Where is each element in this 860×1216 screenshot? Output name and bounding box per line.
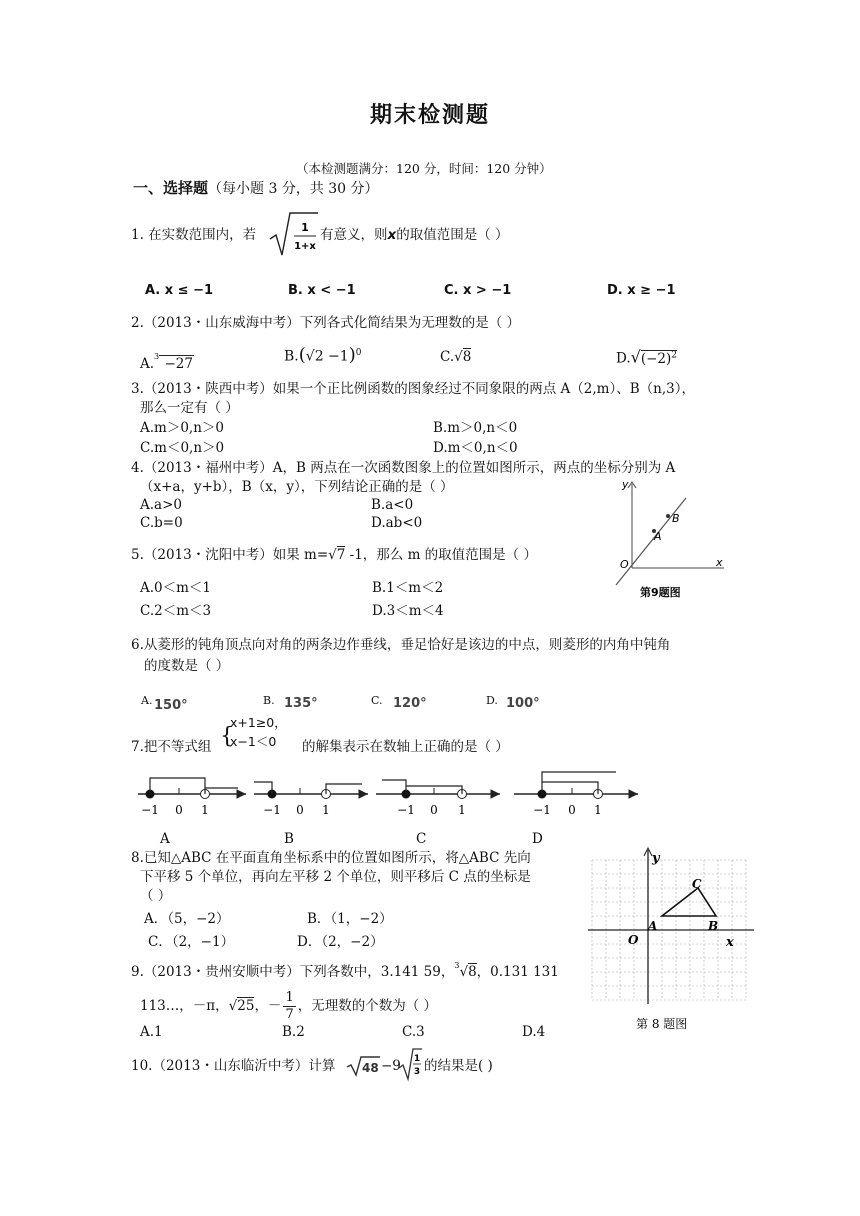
q10-rad1: 48 (362, 1061, 379, 1075)
q2-c-radicand: 8 (462, 349, 472, 365)
q4-fig-caption: 第9题图 (640, 586, 681, 599)
q6-option-b-value: 135° (284, 696, 318, 711)
q8-option-d: D．（2，−2） (297, 934, 384, 950)
tick-1-c: 1 (458, 803, 466, 817)
q2-d-exp: 2 (671, 350, 678, 360)
question-6-line1: 6.从菱形的钝角顶点向对角的两条边作垂线，垂足恰好是该边的中点，则菱形的内角中钝角 (131, 637, 671, 653)
q4-option-a: A.a>0 (140, 497, 182, 513)
q6-option-c-label: C. (371, 694, 383, 707)
q1-var: x (387, 227, 397, 243)
q1-post-text: 有意义，则 (320, 227, 388, 243)
q8-fig-c: C (692, 877, 702, 891)
q8-fig-a: A (648, 919, 658, 933)
q2-a-label: A. (140, 356, 155, 372)
question-2-stem: 2.（2013・山东威海中考）下列各式化简结果为无理数的是（ ） (131, 315, 521, 331)
q2-b-exp: 0 (355, 348, 362, 358)
tick-neg1-d: −1 (533, 803, 551, 817)
q9-option-c: C.3 (402, 1024, 425, 1040)
q1-num: 1 (301, 221, 309, 234)
section-title: 一、选择题 (133, 179, 209, 197)
q8-option-c: C．（2，−1） (148, 934, 235, 950)
question-8-line3: （ ） (140, 888, 172, 904)
page-title: 期末检测题 (369, 102, 490, 128)
q8-fig-caption: 第 8 题图 (636, 1017, 688, 1031)
q4-fig-o: O (620, 558, 629, 571)
tick-neg1: −1 (141, 803, 159, 817)
q8-fig-b: B (708, 919, 719, 933)
question-8-line2: 下平移 5 个单位，再向左平移 2 个单位，则平移后 C 点的坐标是 (140, 869, 531, 885)
tick-1-b: 1 (322, 803, 330, 817)
q9-option-b: B.2 (282, 1024, 305, 1040)
q8-option-a: A．（5，−2） (144, 911, 230, 927)
q4-option-b: B.a<0 (371, 497, 414, 513)
q8-grid-figure (588, 846, 760, 1032)
q4-fig-a: A (654, 530, 662, 543)
q4-linear-function-figure (606, 478, 736, 603)
q1-option-d: D. x ≥ −1 (607, 283, 676, 298)
q8-fig-o: O (628, 933, 639, 947)
q7-number-lines (130, 768, 650, 824)
question-4-line2: （x+a，y+b），B（x，y），下列结论正确的是（ ） (140, 479, 454, 495)
q2-a-radicand: −27 (164, 356, 193, 372)
q1-pre: 1. 在实数范围内，若 (131, 227, 257, 243)
q5-post: -1，那么 m 的取值范围是（ ） (349, 547, 537, 563)
q1-den: 1+x (294, 241, 316, 252)
q9-frac-den: 7 (285, 1007, 294, 1022)
q7-label-b: B (284, 831, 294, 847)
number-line-b (254, 782, 368, 817)
q9-frac-num: 1 (285, 990, 294, 1005)
q1-radical-fraction (268, 209, 320, 261)
q5-pre: 5.（2013・沈阳中考）如果 m= (131, 547, 329, 563)
q2-option-b: $B.(√2 -1)^0$ (284, 344, 362, 366)
q10-frac-den: 3 (413, 1067, 421, 1077)
q7-label-a: A (160, 831, 170, 847)
q5-option-c: C.2＜m＜3 (140, 603, 212, 619)
tick-neg1-b: −1 (263, 803, 281, 817)
q2-d-label: D. (616, 350, 631, 367)
tick-0: 0 (175, 803, 183, 817)
q9-option-d: D.4 (522, 1024, 546, 1040)
q7-pre: 7.把不等式组 (131, 739, 212, 755)
q10-sqrt-48 (346, 1054, 382, 1078)
q8-fig-x: x (726, 935, 734, 950)
q2-b-inner: √2 −1 (305, 348, 349, 365)
q7-brace: { (220, 724, 234, 749)
q2-d-radicand: (−2) (640, 350, 672, 367)
q10-pre: 10.（2013・山东临沂中考）计算 (131, 1058, 336, 1074)
q7-ineq-1: x+1≥0， (230, 715, 287, 730)
q9-line2-post: ，无理数的个数为（ ） (297, 998, 438, 1014)
q1-option-c: C. x > −1 (444, 283, 512, 298)
q9-line2-mid: ，－ (254, 998, 282, 1014)
q6-option-d-value: 100° (506, 696, 540, 711)
q10-minus: −9 (381, 1058, 401, 1074)
question-9-line1: 9.（2013・贵州安顺中考）下列各数中，3.141 59，$^3$√8，0.131 131 (131, 961, 559, 980)
tick-1-d: 1 (594, 803, 602, 817)
q2-option-c: C.√8 (440, 349, 472, 365)
number-line-a (138, 778, 246, 817)
question-9-line2: 113…，－π，√25，－ $\frac{1}{7}$ ，无理数的个数为（ ） (140, 990, 438, 1022)
question-5-stem: 5.（2013・沈阳中考）如果 m=√7 -1，那么 m 的取值范围是（ ） (131, 547, 537, 563)
q2-option-a (140, 348, 194, 373)
exam-info: （本检测题满分：120 分，时间：120 分钟） (296, 161, 552, 176)
q7-label-d: D (532, 831, 543, 847)
q8-option-b: B．（1，−2） (307, 911, 393, 927)
q6-option-a-label: A. (141, 694, 153, 707)
tick-1: 1 (201, 803, 209, 817)
section-heading (133, 179, 379, 198)
q10-frac-num: 1 (413, 1054, 421, 1064)
q5-radicand: 7 (336, 547, 346, 563)
q3-option-c: C.m＜0,n＞0 (140, 440, 225, 456)
question-3-line2: 那么一定有（ ） (140, 400, 239, 416)
question-6-line2: 的度数是（ ） (144, 658, 230, 674)
q2-option-d: $D.√(-2)^2$ (616, 347, 678, 367)
q2-c-label: C. (440, 349, 455, 365)
q6-option-d-label: D. (486, 694, 498, 707)
question-1-stem (131, 226, 256, 244)
question-3-line1: 3.（2013・陕西中考）如果一个正比例函数的图象经过不同象限的两点 A（2,m）、B（n,3）， (131, 381, 695, 397)
question-4-line1: 4.（2013・福州中考）A，B 两点在一次函数图象上的位置如图所示，两点的坐标分别为 A (131, 460, 676, 476)
q6-option-c-value: 120° (393, 696, 427, 711)
question-8-line1: 8.已知△ABC 在平面直角坐标系中的位置如图所示，将△ABC 先向 (131, 850, 531, 866)
q7-ineq-2: x−1＜0 (230, 734, 277, 749)
q9-cbrt-radicand: 8 (468, 964, 477, 980)
q1-tail: 的取值范围是（ ） (396, 227, 509, 243)
q5-option-b: B.1＜m＜2 (372, 580, 444, 596)
q3-option-d: D.m＜0,n＜0 (433, 440, 518, 456)
q6-option-a-value: 150° (154, 698, 188, 713)
tick-0-b: 0 (296, 803, 304, 817)
q7-post: 的解集表示在数轴上正确的是（ ） (302, 739, 509, 755)
q1-option-a: A. x ≤ −1 (145, 283, 214, 298)
q9-cbrt-index: 3 (454, 961, 460, 970)
q2-a-index: 3 (154, 352, 160, 361)
q4-fig-b: B (672, 512, 680, 525)
q4-option-c: C.b=0 (140, 515, 183, 531)
q8-fig-y: y (652, 851, 660, 866)
q6-option-b-label: B. (263, 694, 275, 707)
number-line-d (514, 772, 638, 817)
q10-sqrt-fraction (398, 1046, 424, 1082)
q4-option-d: D.ab<0 (371, 515, 423, 531)
tick-0-d: 0 (568, 803, 576, 817)
q1-post (320, 226, 509, 244)
q9-line1-pre: 9.（2013・贵州安顺中考）下列各数中，3.141 59， (131, 964, 455, 980)
tick-neg1-c: −1 (397, 803, 415, 817)
q4-fig-y: y (622, 478, 629, 491)
q9-option-a: A.1 (140, 1024, 163, 1040)
q7-label-c: C (416, 831, 427, 847)
q10-post: 的结果是( ) (424, 1058, 493, 1074)
q3-option-b: B.m＞0,n＜0 (433, 420, 518, 436)
number-line-c (376, 780, 500, 817)
q9-line2-pre: 113…，－π， (140, 998, 229, 1014)
q4-fig-x: x (716, 556, 723, 569)
tick-0-c: 0 (430, 803, 438, 817)
q2-b-label: B. (284, 348, 299, 365)
q5-option-d: D.3＜m＜4 (372, 603, 444, 619)
q9-line1-post: ，0.131 131 (476, 964, 559, 980)
q3-option-a: A.m＞0,n＞0 (140, 420, 225, 436)
section-note: （每小题 3 分，共 30 分） (208, 181, 379, 197)
q5-option-a: A.0＜m＜1 (140, 580, 212, 596)
q1-option-b: B. x < −1 (288, 283, 356, 298)
q9-sqrt-radicand: 25 (237, 998, 255, 1014)
